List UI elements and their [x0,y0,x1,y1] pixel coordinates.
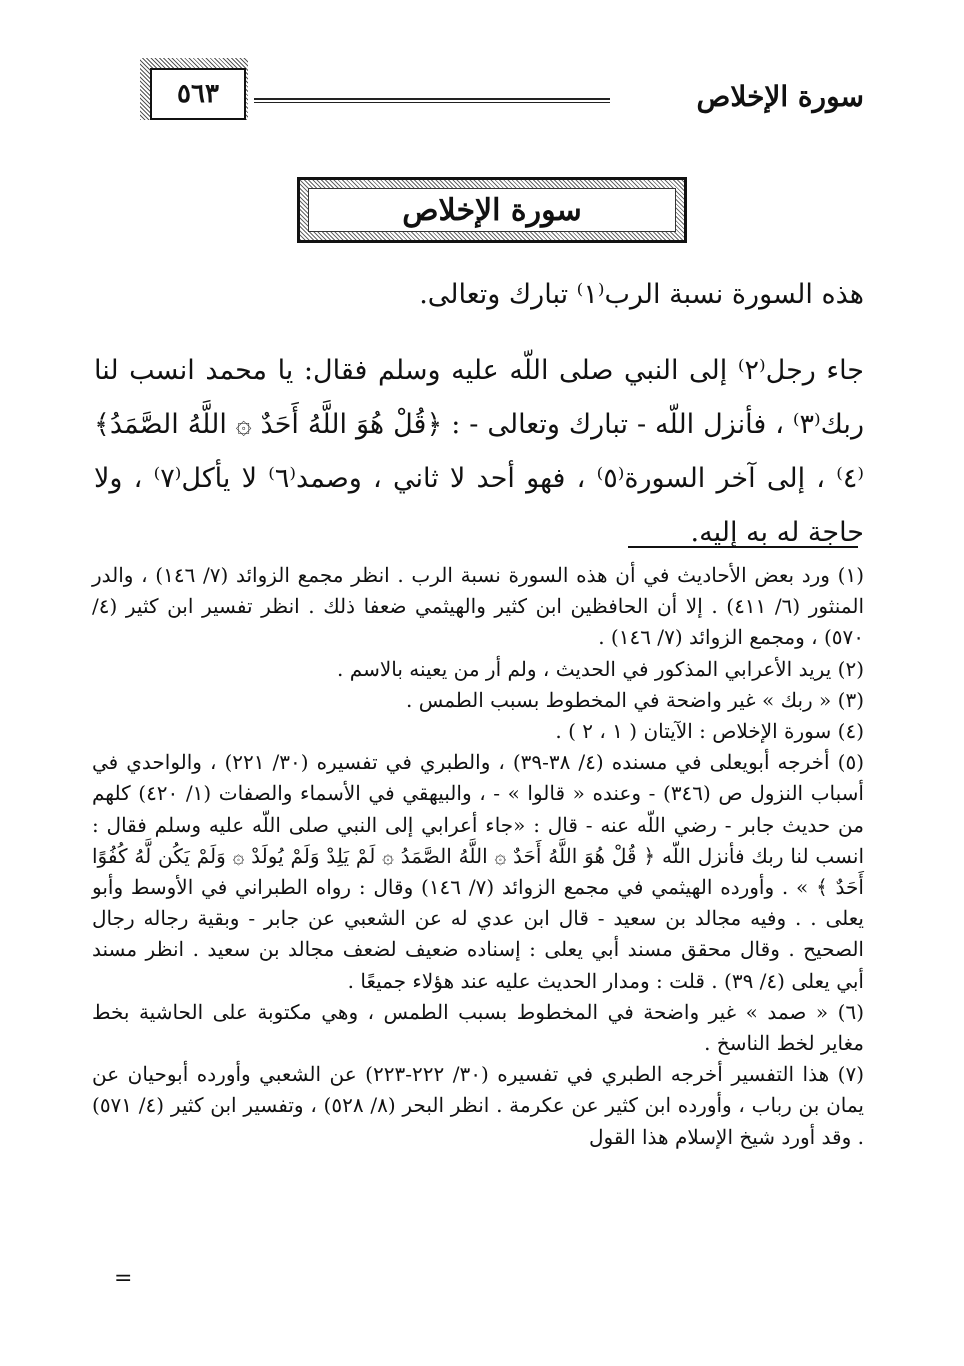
running-title: سورة الإخلاص [696,80,864,113]
footnote-text: « ربك » غير واضحة في المخطوط بسبب الطمس . [405,687,832,712]
footnote-text: أخرجه أبويعلى في مسنده (٤/ ٣٨-٣٩) ، والطبري في تفسيره (٣٠/ ٢٢١) ، والواحدي في أسباب النزول ص (٣٤٦) - وعنده « قالوا » - ، والبيهقي في الأسماء والصفات (١/ ٤٢٠) كلهم من حديث جابر - رضي اللّه عنه - قال : «جاء أعرابي إلى النبي صلى اللّه عليه وسلم فقال : انسب لنا ربك فأنزل اللّه ﴿ قُلْ هُوَ اللَّهُ أَحَدٌ ۞ اللَّهُ الصَّمَدُ ۞ لَمْ يَلِدْ وَلَمْ يُولَدْ ۞ وَلَمْ يَكُن لَّهُ كُفُوًا أَحَدٌ ﴾ » . وأورده الهيثمي في مجمع الزوائد (٧/ ١٤٦) وقال : رواه الطبراني في الأوسط وأبو يعلى . . وفيه مجالد بن سعيد - قال ابن عدي له عن الشعبي عن جابر - وبقية رجاله رجال الصحيح . وقال محقق مسند أبي يعلى : إسناده ضعيف لضعف مجالد بن سعيد . انظر مسند أبي يعلى (٤/ ٣٩) . قلت : ومدار الحديث عليه عند هؤلاء جميعًا . [92,750,864,993]
surah-title: سورة الإخلاص [308,188,676,232]
footnote-4 [92,716,864,747]
body-paragraph-2: جاء رجل⁽٢⁾ إلى النبي صلى اللّه عليه وسلم فقال: يا محمد انسب لنا ربك⁽٣⁾ ، فأنزل اللّه - تبارك وتعالى - : ﴿قُلْ هُوَ اللَّهُ أَحَدٌ ۞ اللَّهُ الصَّمَدُ﴾⁽٤⁾ ، إلى آخر السورة⁽٥⁾ ، فهو أحد لا ثاني ، وصمد⁽٦⁾ لا يأكل⁽٧⁾ ، ولا حاجة له به إليه. [94,355,865,548]
footnote-text: « صمد » غير واضحة في المخطوط بسبب الطمس ، وهي مكتوبة على الحاشية بخط مغاير لخط الناسخ . [92,999,864,1056]
footnote-6 [92,997,864,1059]
header-rule [254,98,610,103]
footnotes [92,560,864,1153]
footnote-1 [92,560,864,654]
footnote-5 [92,747,864,997]
footnote-2 [92,654,864,685]
continuation-mark: = [114,1266,133,1291]
footnote-text: يريد الأعرابي المذكور في الحديث ، ولم أر من يعينه بالاسم . [337,656,832,681]
page-number: ٥٦٣ [150,68,246,120]
body-paragraph-1: هذه السورة نسبة الرب⁽١⁾ تبارك وتعالى. [419,279,864,310]
footnote-separator [628,546,858,548]
footnote-number: (٧) [837,1062,865,1087]
footnote-number: (٢) [837,656,864,681]
footnote-3 [92,685,864,716]
footnote-text: ورد بعض الأحاديث في أن هذه السورة نسبة الرب . انظر مجمع الزوائد (٧/ ١٤٦) ، والدر المنثور (٦/ ٤١١) . إلا أن الحافظين ابن كثير والهيثمي ضعفا ذلك . انظر تفسير ابن كثير (٤/ ٥٧٠) ، ومجمع الزوائد (٧/ ١٤٦) . [92,563,865,650]
footnote-text: سورة الإخلاص : الآيتان ( ١ ، ٢ ) . [555,719,832,744]
footnote-number: (٤) [837,719,864,744]
footnote-number: (٥) [837,750,864,775]
footnote-number: (١) [837,563,865,587]
footnote-number: (٦) [837,999,865,1024]
footnote-7 [92,1059,864,1153]
footnote-number: (٣) [837,687,864,712]
footnote-text: هذا التفسير أخرجه الطبري في تفسيره (٣٠/ ٢٢٢-٢٢٣) عن الشعبي وأورده أبوحيان عن يمان بن رباب ، وأورده ابن كثير عن عكرمة . انظر البحر (٨/ ٥٢٨) ، وتفسير ابن كثير (٤/ ٥٧١) . وقد أورد شيخ الإسلام هذا القول [92,1062,864,1149]
surah-title-frame [297,177,687,243]
